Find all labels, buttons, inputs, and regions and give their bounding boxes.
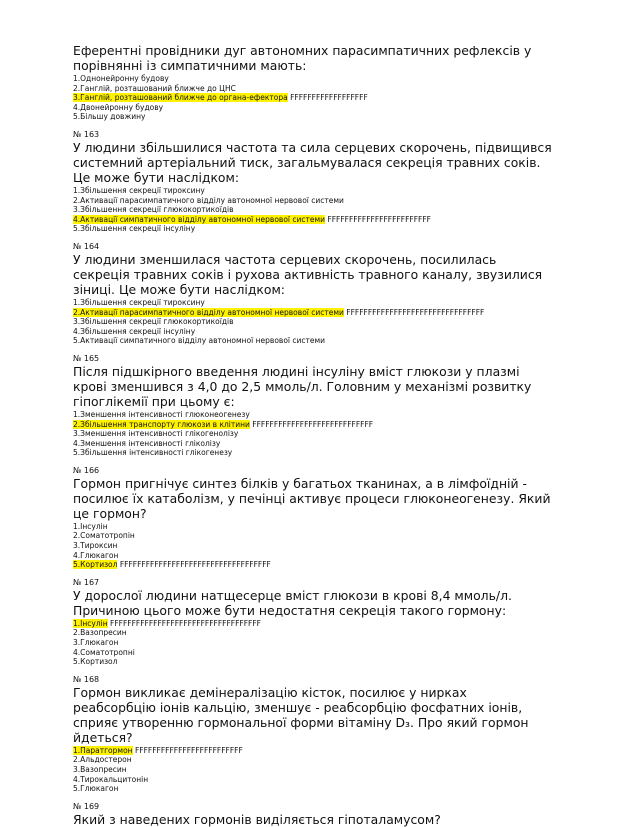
answer-option	[73, 439, 553, 449]
answer-option	[73, 657, 553, 667]
question-text: Еферентні провідники дуг автономних парасимпатичних рефлексів у порівнянні із симпатичними мають:	[73, 43, 532, 73]
question-number: № 167	[73, 577, 100, 587]
question-text: Гормон пригнічує синтез білків у багатьох тканинах, а в лімфоїдній - посилює їх катаболізм, у печінці активує процеси глюконеогенезу. Який це гормон?	[73, 475, 551, 521]
question-text: Який з наведених гормонів виділяється гіпоталамусом?	[73, 811, 441, 827]
answer-option	[73, 775, 553, 785]
question-text: Гормон викликає демінералізацію кісток, посилює у нирках реабсорбцію іонів кальцію, зменшує - реабсорбцію фосфатних іонів, сприяє утворенню гормональної форми вітаміну D₃. Про який гормон йдеться?	[73, 684, 529, 745]
answer-marker: FFFFFFFFFFFFFFFFFF	[287, 93, 368, 103]
answer-option	[73, 648, 553, 658]
answer-option	[73, 541, 553, 551]
answer-option	[73, 196, 553, 206]
answer-marker: FFFFFFFFFFFFFFFFFFFFFFFFFFFFFFFFFFF	[117, 560, 271, 570]
answer-option-correct	[73, 308, 553, 318]
answer-option	[73, 628, 553, 638]
answer-options	[73, 298, 553, 346]
answer-option-correct	[73, 215, 553, 225]
highlighted-answer-text: 4.Активації симпатичного відділу автономної нервової системи	[73, 214, 326, 224]
question-number: № 169	[73, 801, 100, 811]
answer-text: 1.Збільшення секреції тироксину	[73, 297, 205, 307]
highlighted-answer-text: 2.Активації парасимпатичного відділу автономної нервової системи	[73, 307, 344, 317]
answer-option	[73, 224, 553, 234]
answer-text: 4.Глюкагон	[73, 550, 119, 560]
answer-option	[73, 84, 553, 94]
question-block	[73, 354, 553, 458]
answer-text: 2.Вазопресин	[73, 628, 127, 638]
question-text: Після підшкірного введення людині інсуліну вміст глюкози у плазмі крові зменшився з 4,0 до 2,5 ммоль/л. Головним у механізмі розвитку гіпоглікемії при цьому є:	[73, 363, 532, 409]
answer-text: 4.Зменшення інтенсивності гліколізу	[73, 438, 221, 448]
highlighted-answer-text: 5.Кортизол	[73, 560, 118, 570]
highlighted-answer-text: 2.Збільшення транспорту глюкози в клітини	[73, 419, 250, 429]
answer-option	[73, 112, 553, 122]
question-block	[73, 675, 553, 794]
question-block	[73, 242, 553, 346]
answer-text: 5.Більшу довжину	[73, 112, 146, 122]
answer-text: 1.Однонейронну будову	[73, 74, 169, 83]
answer-text: 1.Інсулін	[73, 521, 108, 531]
answer-option	[73, 638, 553, 648]
answer-option	[73, 531, 553, 541]
answer-options	[73, 619, 553, 667]
answer-option	[73, 765, 553, 775]
answer-text: 4.Тирокальцитонін	[73, 774, 149, 784]
highlighted-answer-text: 1.Інсулін	[73, 618, 108, 628]
question-block	[73, 466, 553, 570]
answer-option	[73, 336, 553, 346]
question-text: У дорослої людини натщесерце вміст глюкози в крові 8,4 ммоль/л. Причиною цього може бути недостатня секреція такого гормону:	[73, 587, 512, 618]
answer-option	[73, 551, 553, 561]
answer-marker: FFFFFFFFFFFFFFFFFFFFFFFFFFFF	[249, 419, 374, 429]
answer-option	[73, 103, 553, 113]
answer-option	[73, 327, 553, 337]
highlighted-answer-text: 1.Паратгормон	[73, 745, 133, 755]
answer-option	[73, 429, 553, 439]
answer-text: 3.Збільшення секреції глюкокортикоїдів	[73, 205, 234, 215]
question-block	[73, 578, 553, 667]
question-block	[73, 802, 553, 827]
answer-option	[73, 410, 553, 420]
answer-text: 5.Активації симпатичного відділу автономної нервової системи	[73, 336, 326, 346]
answer-marker: FFFFFFFFFFFFFFFFFFFFFFFFF	[132, 745, 243, 755]
answer-text: 4.Збільшення секреції інсуліну	[73, 326, 196, 336]
answer-option	[73, 205, 553, 215]
question-list	[73, 43, 553, 827]
answer-text: 3.Збільшення секреції глюкокортикоїдів	[73, 317, 234, 327]
answer-text: 4.Двонейронну будову	[73, 102, 164, 112]
answer-text: 3.Зменшення інтенсивності глікогенолізу	[73, 429, 239, 439]
question-text: У людини збільшилися частота та сила серцевих скорочень, підвищився системний артеріальний тиск, загальмувалася секреція травних соків. Це може бути наслідком:	[73, 139, 552, 185]
answer-option	[73, 317, 553, 327]
answer-option	[73, 784, 553, 794]
answer-option-correct	[73, 93, 553, 103]
answer-option	[73, 186, 553, 196]
answer-text: 5.Збільшення секреції інсуліну	[73, 224, 196, 234]
answer-text: 1.Зменшення інтенсивності глюконеогенезу	[73, 409, 250, 419]
answer-marker: FFFFFFFFFFFFFFFFFFFFFFFFFFFFFFFF	[343, 307, 485, 317]
answer-text: 4.Соматотропні	[73, 647, 135, 657]
answer-marker: FFFFFFFFFFFFFFFFFFFFFFFFFFFFFFFFFFF	[107, 618, 261, 628]
document-page	[73, 43, 553, 827]
answer-option-correct	[73, 560, 553, 570]
answer-text: 5.Кортизол	[73, 657, 118, 667]
answer-text: 2.Активації парасимпатичного відділу автономної нервової системи	[73, 195, 344, 205]
question-number: № 164	[73, 241, 100, 251]
answer-option	[73, 448, 553, 458]
answer-options	[73, 186, 553, 234]
answer-option-correct	[73, 619, 553, 629]
answer-text: 3.Вазопресин	[73, 765, 127, 774]
answer-option-correct	[73, 420, 553, 430]
question-number: № 168	[73, 674, 100, 684]
question-number: № 166	[73, 465, 100, 475]
answer-marker: FFFFFFFFFFFFFFFFFFFFFFFF	[325, 214, 431, 224]
question-block	[73, 130, 553, 234]
answer-option	[73, 298, 553, 308]
answer-option-correct	[73, 746, 553, 756]
highlighted-answer-text: 3.Ганглій, розташований ближче до органа-ефектора	[73, 93, 288, 103]
answer-options	[73, 522, 553, 570]
answer-option	[73, 755, 553, 765]
answer-text: 2.Альдостерон	[73, 755, 132, 765]
answer-options	[73, 746, 553, 794]
answer-text: 3.Тироксин	[73, 541, 118, 551]
answer-option	[73, 74, 553, 84]
answer-options	[73, 74, 553, 122]
answer-text: 2.Соматотропін	[73, 531, 135, 541]
answer-text: 1.Збільшення секреції тироксину	[73, 185, 205, 195]
answer-text: 5.Збільшення інтенсивності глікогенезу	[73, 448, 233, 458]
answer-option	[73, 522, 553, 532]
question-number: № 165	[73, 353, 100, 363]
answer-text: 5.Глюкагон	[73, 784, 119, 794]
answer-text: 3.Глюкагон	[73, 638, 119, 648]
question-number: № 163	[73, 129, 100, 139]
answer-text: 2.Ганглій, розташований ближче до ЦНС	[73, 83, 236, 93]
answer-options	[73, 410, 553, 458]
question-text: У людини зменшилася частота серцевих скорочень, посилилась секреція травних соків і рухова активність травного каналу, звузилися зіниці. Це може бути наслідком:	[73, 251, 543, 297]
question-block	[73, 43, 553, 122]
